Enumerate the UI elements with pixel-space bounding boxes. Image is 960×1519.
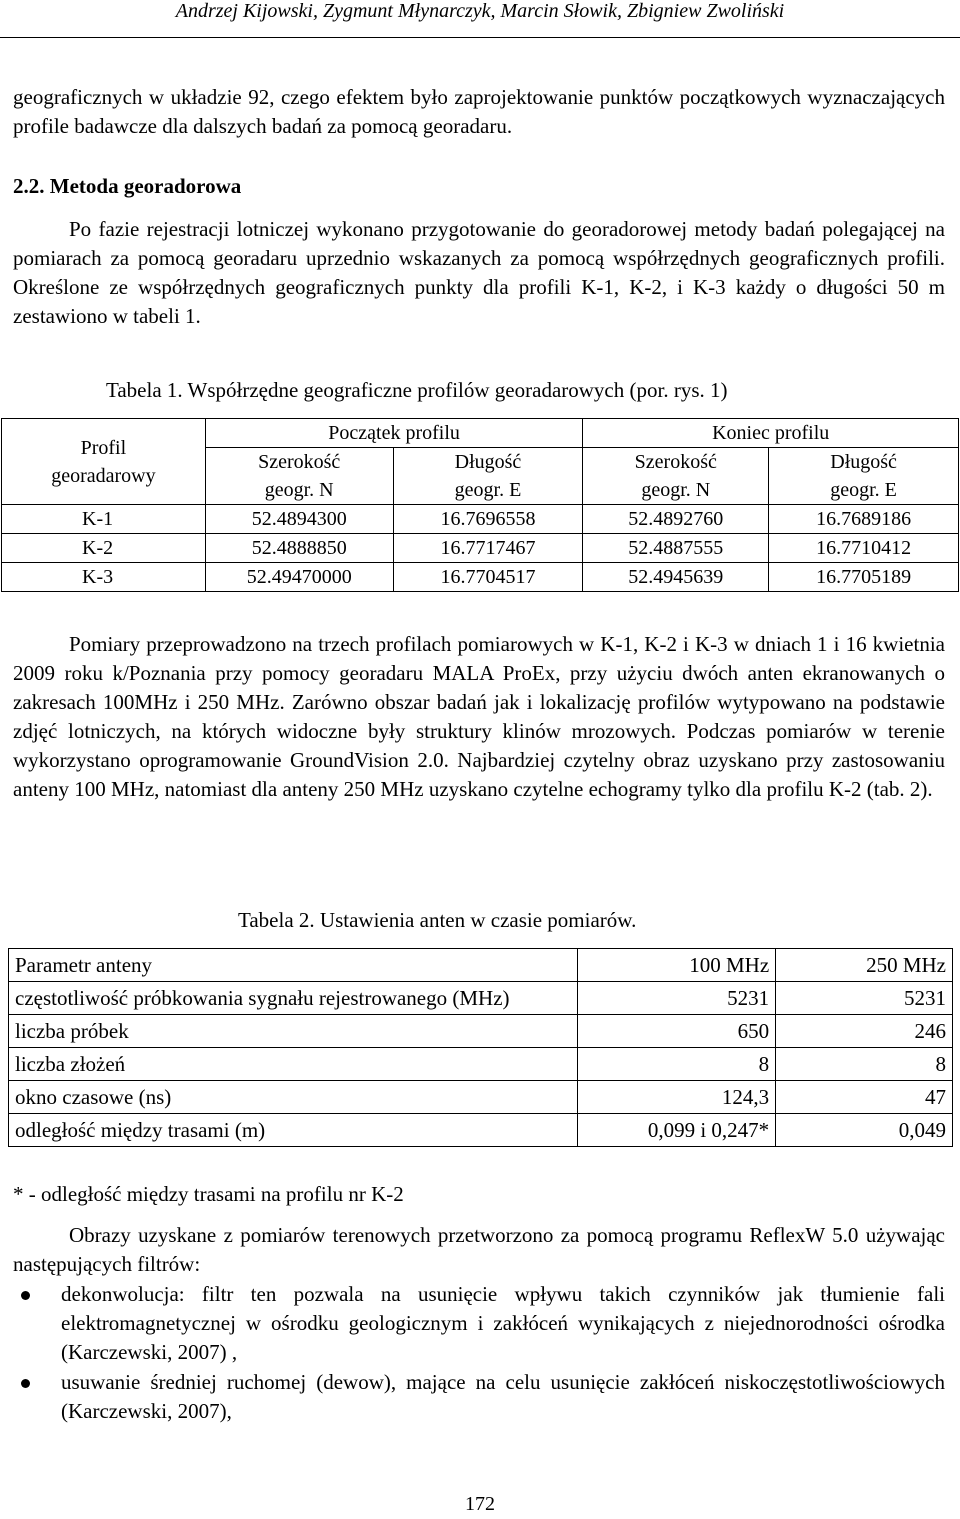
table1-cell: 16.7705189 xyxy=(769,563,959,592)
table1-end-lat-label: Szerokość xyxy=(583,448,769,477)
table1-cell: 52.4945639 xyxy=(583,563,769,592)
table2-header-param: Parametr anteny xyxy=(9,949,578,982)
table-row xyxy=(9,982,953,1015)
table1-header-row xyxy=(2,419,959,448)
table2-param: okno czasowe (ns) xyxy=(9,1081,578,1114)
table2-param: odległość między trasami (m) xyxy=(9,1114,578,1147)
antenna-settings-table xyxy=(8,948,953,1147)
list-item-text: dekonwolucja: filtr ten pozwala na usunięcie wpływu takich czynników jak tłumienie fali elektromagnetycznej w ośrodku geologicznym i zakłóceń wynikających z niejednorodności ośrodka (Karczewski, 2007) , xyxy=(61,1282,945,1364)
table1-cell: 52.4888850 xyxy=(205,534,393,563)
table2-value: 5231 xyxy=(776,982,953,1015)
measurements-paragraph: Pomiary przeprowadzono na trzech profilach pomiarowych w K-1, K-2 i K-3 w dniach 1 i 16 kwietnia 2009 roku k/Poznania przy pomocy georadaru MALA ProEx, przy użyciu dwóch anten ekranowanych o zakresach 100MHz i 250 MHz. Zarówno obszar badań jak i lokalizację profilów wytypowano na podstawie zdjęć lotniczych, na których widoczne były struktury klinów mrozowych. Podczas pomiarów w terenie wykorzystano oprogramowanie GroundVision 2.0. Najbardziej czytelny obraz uzyskano przy zastosowaniu anteny 100 MHz, natomiast dla anteny 250 MHz uzyskano czytelne echogramy tylko dla profilu K-2 (tab. 2). xyxy=(13,632,945,801)
table-row xyxy=(9,1081,953,1114)
table2-param: liczba próbek xyxy=(9,1015,578,1048)
table1-col-profil-line2: georadarowy xyxy=(51,464,156,487)
table1-end-lon-unit: geogr. E xyxy=(769,476,959,505)
table1-cell: 52.4892760 xyxy=(583,505,769,534)
table2-param: częstotliwość próbkowania sygnału rejestrowanego (MHz) xyxy=(9,982,578,1015)
intro-paragraph: geograficznych w układzie 92, czego efektem było zaprojektowanie punktów początkowych wyznaczających profile badawcze dla dalszych badań za pomocą georadaru. xyxy=(13,85,945,138)
table1-cell: 52.49470000 xyxy=(205,563,393,592)
section-title: Metoda georadorowa xyxy=(49,174,242,198)
table-row xyxy=(2,563,959,592)
filters-paragraph: Obrazy uzyskane z pomiarów terenowych przetworzono za pomocą programu ReflexW 5.0 używając następujących filtrów: xyxy=(13,1223,945,1276)
table-row xyxy=(9,1048,953,1081)
table2-value: 246 xyxy=(776,1015,953,1048)
table2-value: 47 xyxy=(776,1081,953,1114)
list-item xyxy=(13,1368,945,1426)
table1-caption: Tabela 1. Współrzędne geograficzne profilów georadarowych (por. rys. 1) xyxy=(106,378,728,402)
table2-header-row xyxy=(9,949,953,982)
table-row xyxy=(2,534,959,563)
table2-value: 0,049 xyxy=(776,1114,953,1147)
table2-value: 8 xyxy=(776,1048,953,1081)
table-row xyxy=(9,1015,953,1048)
table1-start-lat-label: Szerokość xyxy=(205,448,393,477)
table2-value: 0,099 i 0,247* xyxy=(578,1114,776,1147)
section-paragraph: Po fazie rejestracji lotniczej wykonano przygotowanie do georadorowej metody badań polegającej na pomiarach za pomocą georadaru uprzednio wskazanych za pomocą współrzędnych geograficznych profili. Określone ze współrzędnych geograficznych punkty dla profili K-1, K-2, i K-3 każdy o długości 50 m zestawiono w tabeli 1. xyxy=(13,217,945,328)
table1-col-profil xyxy=(2,419,206,505)
bullet-icon xyxy=(21,1291,30,1300)
table1-end-lon-label: Długość xyxy=(769,448,959,477)
table2-param: liczba złożeń xyxy=(9,1048,578,1081)
table2-header-250mhz: 250 MHz xyxy=(776,949,953,982)
table1-cell: 16.7696558 xyxy=(393,505,583,534)
section-heading xyxy=(13,172,241,201)
table1-group-end: Koniec profilu xyxy=(583,419,959,448)
table2-value: 124,3 xyxy=(578,1081,776,1114)
table1-cell: 52.4894300 xyxy=(205,505,393,534)
filter-list xyxy=(13,1280,945,1427)
table1-cell: 52.4887555 xyxy=(583,534,769,563)
table-row xyxy=(9,1114,953,1147)
table1-cell: 16.7704517 xyxy=(393,563,583,592)
list-item xyxy=(13,1280,945,1367)
table1-cell: 16.7710412 xyxy=(769,534,959,563)
list-item-text: usuwanie średniej ruchomej (dewow), mające na celu usunięcie zakłóceń niskoczęstotliwościowych (Karczewski, 2007), xyxy=(61,1370,945,1423)
running-head: Andrzej Kijowski, Zygmunt Młynarczyk, Marcin Słowik, Zbigniew Zwoliński xyxy=(0,0,960,38)
table2-header-100mhz: 100 MHz xyxy=(578,949,776,982)
table1-start-lat-unit: geogr. N xyxy=(205,476,393,505)
table1-col-profil-line1: Profil xyxy=(80,436,127,459)
table-row xyxy=(2,505,959,534)
table2-caption: Tabela 2. Ustawienia anten w czasie pomiarów. xyxy=(238,908,637,932)
table1-cell-profil: K-1 xyxy=(2,505,206,534)
table1-group-start: Początek profilu xyxy=(205,419,583,448)
table2-value: 8 xyxy=(578,1048,776,1081)
page-number: 172 xyxy=(465,1493,495,1515)
coordinates-table xyxy=(1,418,959,592)
table1-end-lat-unit: geogr. N xyxy=(583,476,769,505)
table1-cell-profil: K-3 xyxy=(2,563,206,592)
table1-cell: 16.7717467 xyxy=(393,534,583,563)
table2-value: 650 xyxy=(578,1015,776,1048)
bullet-icon xyxy=(21,1379,30,1388)
table2-value: 5231 xyxy=(578,982,776,1015)
table1-start-lon-unit: geogr. E xyxy=(393,476,583,505)
table1-cell-profil: K-2 xyxy=(2,534,206,563)
table1-start-lon-label: Długość xyxy=(393,448,583,477)
table1-cell: 16.7689186 xyxy=(769,505,959,534)
section-number: 2.2. xyxy=(13,174,45,198)
table2-footnote: * - odległość między trasami na profilu nr K-2 xyxy=(13,1182,404,1206)
